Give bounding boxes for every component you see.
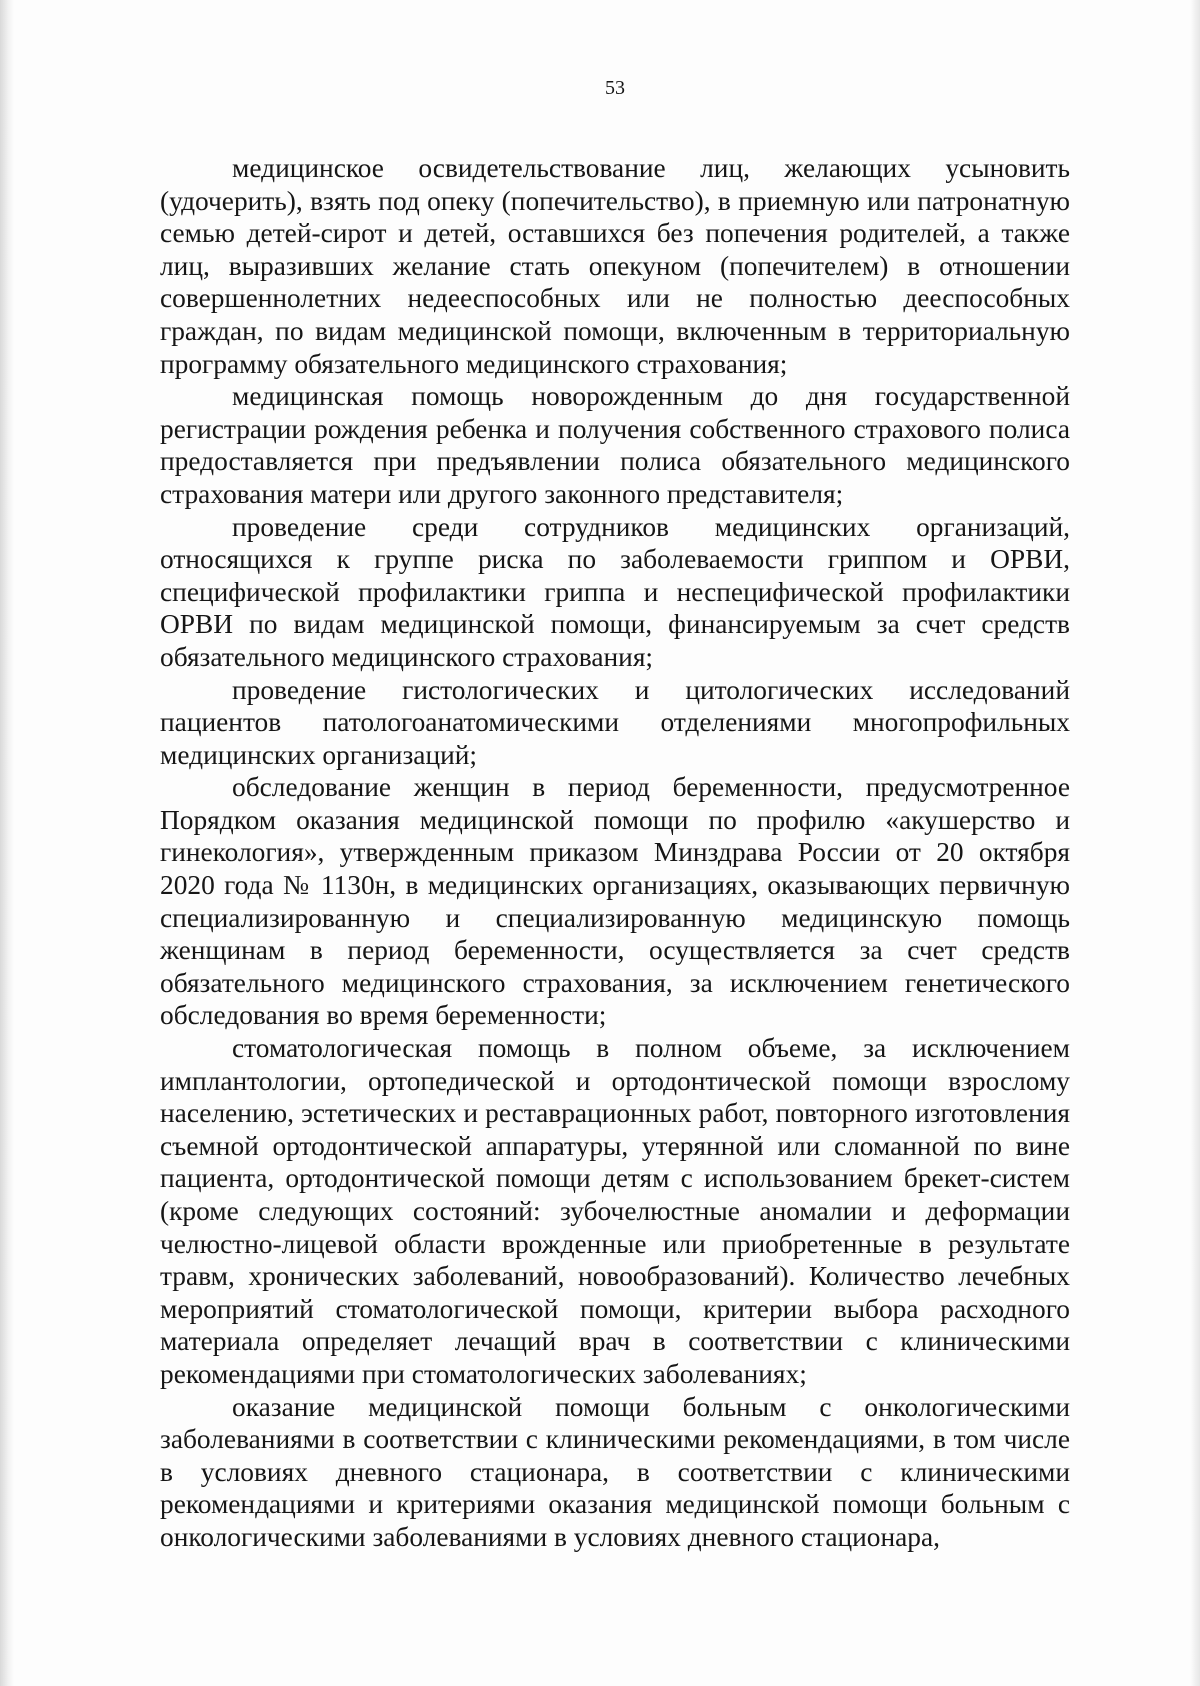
scan-edge-left: [0, 0, 14, 1686]
paragraph-pregnancy-examination: обследование женщин в период беременности, предусмотренное Порядком оказания медицинской помощи по профилю «акушерство и гинекология», утвержденным приказом Минздрава России от 20 октября 2020 года № 1130н, в медицинских организациях, оказывающих первичную специализированную и специализированную медицинскую помощь женщинам в период беременности, осуществляется за счет средств обязательного медицинского страхования, за исключением генетического обследования во время беременности;: [160, 772, 1070, 1031]
paragraph-histology: проведение гистологических и цитологических исследований пациентов патологоанатомическими отделениями многопрофильных медицинских организаций;: [160, 674, 1070, 770]
paragraph-dental-care: стоматологическая помощь в полном объеме, за исключением имплантологии, ортопедической и ортодонтической помощи взрослому населению, эстетических и реставрационных работ, повторного изготовления съемной ортодонтической аппаратуры, утерянной или сломанной по вине пациента, ортодонтической помощи детям с использованием брекет-систем (кроме следующих состояний: зубочелюстные аномалии и деформации челюстно-лицевой области врожденные или приобретенные в результате травм, хронических заболеваний, новообразований). Количество лечебных мероприятий стоматологической помощи, критерии выбора расходного материала определяет лечащий врач в соответствии с клиническими рекомендациями при стоматологических заболеваниях;: [160, 1033, 1070, 1389]
scan-edge-right: [1190, 0, 1200, 1686]
paragraph-flu-prophylaxis: проведение среди сотрудников медицинских организаций, относящихся к группе риска по заболеваемости гриппом и ОРВИ, специфической профилактики гриппа и неспецифической профилактики ОРВИ по видам медицинской помощи, финансируемым за счет средств обязательного медицинского страхования;: [160, 511, 1070, 672]
paragraph-oncology-care: оказание медицинской помощи больным с онкологическими заболеваниями в соответствии с клиническими рекомендациями, в том числе в условиях дневного стационара, в соответствии с клиническими рекомендациями и критериями оказания медицинской помощи больным с онкологическими заболеваниями в условиях дневного стационара,: [160, 1391, 1070, 1552]
document-body: [160, 152, 1070, 1554]
paragraph-newborn-care: медицинская помощь новорожденным до дня государственной регистрации рождения ребенка и получения собственного страхового полиса предоставляется при предъявлении полиса обязательного медицинского страхования матери или другого законного представителя;: [160, 381, 1070, 509]
page-number: 53: [605, 77, 625, 99]
paragraph-medical-examination: медицинское освидетельствование лиц, желающих усыновить (удочерить), взять под опеку (попечительство), в приемную или патронатную семью детей-сирот и детей, оставшихся без попечения родителей, а также лиц, выразивших желание стать опекуном (попечителем) в отношении совершеннолетних недееспособных или не полностью дееспособных граждан, по видам медицинской помощи, включенным в территориальную программу обязательного медицинского страхования;: [160, 153, 1070, 379]
